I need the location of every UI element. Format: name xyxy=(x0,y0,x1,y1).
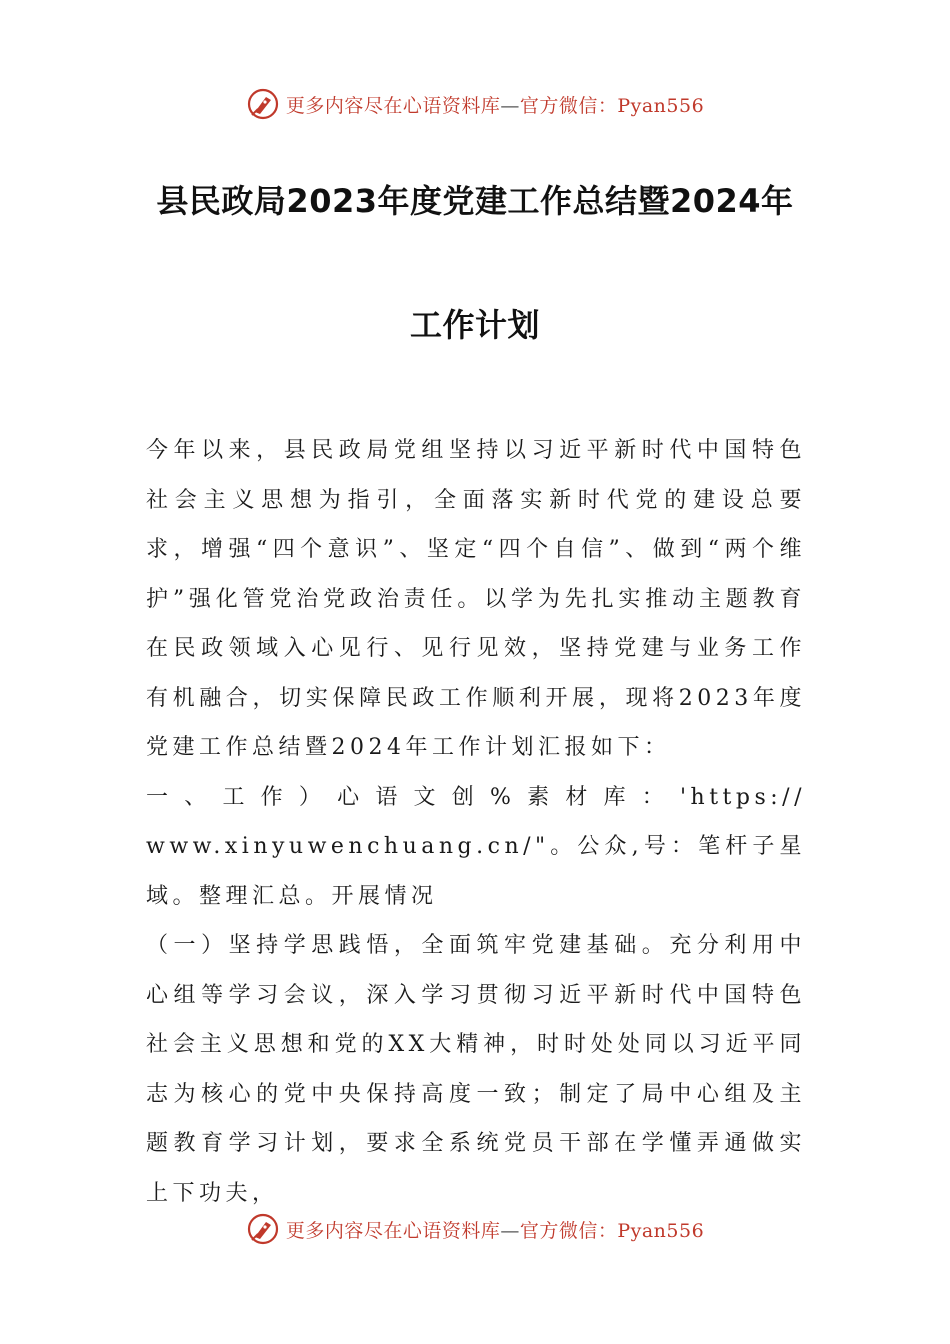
body-paragraph-section-1: （一）坚持学思践悟，全面筑牢党建基础。充分利用中心组等学习会议，深入学习贯彻习近平新时代中国特色社会主义思想和党的XX大精神，时时处处同以习近平同志为核心的党中央保持高度一致；制定了局中心组及主题教育学习计划，要求全系统党员干部在学懂弄通做实上下功夫， xyxy=(146,933,806,1206)
watermark-separator: — xyxy=(500,1219,520,1242)
watermark-separator: — xyxy=(500,94,520,117)
document-title-line-1: 县民政局2023年度党建工作总结暨2024年 xyxy=(156,182,794,220)
body-paragraph-heading-1: 一、工作）心语文创%素材库：'https:// xyxy=(146,784,806,810)
document-title-line-2: 工作计划 xyxy=(409,306,540,344)
header-watermark xyxy=(0,84,950,124)
pen-nib-circle-logo-icon xyxy=(246,1212,280,1246)
watermark-main-text: 更多内容尽在心语资料库 xyxy=(285,94,501,117)
watermark-text xyxy=(286,1216,704,1243)
watermark-sub-text: 官方微信：Pyan556 xyxy=(519,1219,705,1242)
watermark-text xyxy=(286,91,704,118)
pen-nib-circle-logo-icon xyxy=(246,87,280,121)
body-paragraph-intro: 今年以来，县民政局党组坚持以习近平新时代中国特色社会主义思想为指引，全面落实新时代党的建设总要求，增强“四个意识”、坚定“四个自信”、做到“两个维护”强化管党治党政治责任。以学为先扎实推动主题教育在民政领域入心见行、见行见效，坚持党建与业务工作有机融合，切实保障民政工作顺利开展，现将2023年度党建工作总结暨2024年工作计划汇报如下： xyxy=(146,438,806,760)
footer-watermark xyxy=(0,1209,950,1249)
watermark-main-text: 更多内容尽在心语资料库 xyxy=(285,1219,501,1242)
watermark-sub-text: 官方微信：Pyan556 xyxy=(519,94,705,117)
document-body xyxy=(146,426,806,1218)
body-paragraph-heading-1-cont: www.xinyuwenchuang.cn/"。公众,号：笔杆子星域。整理汇总。开展情况 xyxy=(146,834,806,909)
